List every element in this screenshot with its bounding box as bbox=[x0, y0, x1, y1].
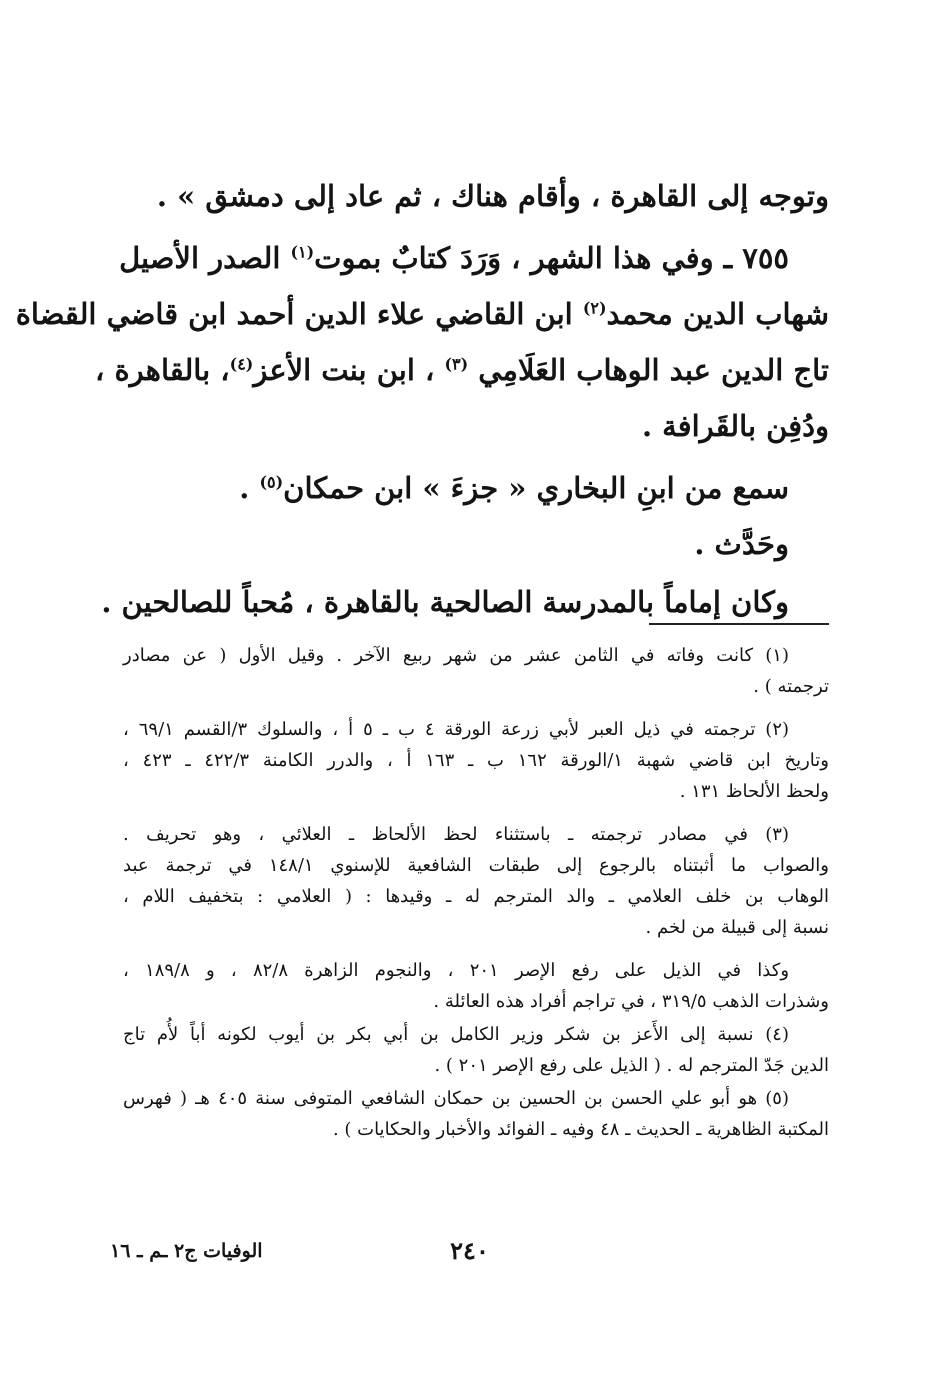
footnote-line: ولحظ الألحاظ ١٣١ . bbox=[679, 781, 829, 802]
footnote-line: والصواب ما أثبتناه بالرجوع إلى طبقات الشافعية للإسنوي ١٤٨/١ في ترجمة عبد bbox=[123, 855, 829, 876]
footnote-line: وشذرات الذهب ٣١٩/٥ ، في تراجم أفراد هذه العائلة . bbox=[433, 991, 829, 1012]
text-line: وحَدَّث . bbox=[694, 527, 789, 561]
main-text bbox=[15, 168, 829, 630]
footnote-line: المكتبة الظاهرية ـ الحديث ـ ٤٨ وفيه ـ الفوائد والأخبار والحكايات ) . bbox=[332, 1119, 829, 1140]
page-footer bbox=[110, 1236, 829, 1270]
footnote-5 bbox=[123, 1083, 829, 1145]
footnote-line: نسبة إلى قبيلة من لخم . bbox=[645, 917, 829, 938]
text-line: تاج الدين عبد الوهاب العَلَامِي $^{(٣)}$ ، ابن بنت الأعز$^{(٤)}$، بالقاهرة ، bbox=[95, 353, 829, 387]
footnote-ref: (٤) bbox=[229, 354, 254, 374]
footnote-line: (٥) هو أبو علي الحسن بن الحسين بن حمكان الشافعي المتوفى سنة ٤٠٥ هـ ( فهرس bbox=[123, 1088, 789, 1109]
footnote-line: الدين جَدّ المترجم له . ( الذيل على رفع الإصر ٢٠١ ) . bbox=[434, 1055, 829, 1076]
footnote-line: (٤) نسبة إلى الأَعز بن شكر وزير الكامل بن أبي بكر بن أيوب لكونه أباً لأُم تاج bbox=[123, 1024, 789, 1045]
footnote-line: الوهاب بن خلف العلامي ـ والد المترجم له ـ وقيدها : ( العلامي : بتخفيف اللام ، bbox=[123, 886, 829, 907]
footnote-ref: (٥) bbox=[259, 472, 284, 492]
printer-signature: الوفيات ج٢ ـم ـ ١٦ bbox=[110, 1240, 263, 1262]
text-line: وتوجه إلى القاهرة ، وأقام هناك ، ثم عاد إلى دمشق » . bbox=[156, 179, 829, 213]
footnote-line: (١) كانت وفاته في الثامن عشر من شهر ربيع الآخر . وقيل الأول ( عن مصادر bbox=[123, 645, 789, 666]
footnote-3-continued bbox=[123, 955, 829, 1017]
text-line: ٧٥٥ ـ وفي هذا الشهر ، وَرَدَ كتابٌ بموت$^{(١)}$ الصدر الأصيل bbox=[119, 241, 789, 275]
text-line: شهاب الدين محمد$^{(٢)}$ ابن القاضي علاء الدين أحمد ابن قاضي القضاة bbox=[15, 297, 829, 331]
footnote-4 bbox=[123, 1019, 829, 1081]
footnote-line: وكذا في الذيل على رفع الإصر ٢٠١ ، والنجوم الزاهرة ٨٢/٨ ، و ١٨٩/٨ ، bbox=[123, 960, 790, 981]
footnote-ref: (٢) bbox=[582, 298, 607, 318]
page-number: ٢٤٠ bbox=[450, 1236, 489, 1265]
footnote-1 bbox=[123, 640, 829, 702]
footnote-ref: (١) bbox=[290, 242, 315, 262]
text-line: ودُفِن بالقَرافة . bbox=[641, 409, 829, 443]
text-line: سمع من ابنِ البخاري « جزءَ » ابن حمكان$^{(٥)}$ . bbox=[239, 471, 789, 505]
footnote-line: وتاريخ ابن قاضي شهبة ١/الورقة ١٦٢ ب ـ ١٦٣ أ ، والدرر الكامنة ٤٢٢/٣ ـ ٤٢٣ ، bbox=[123, 750, 829, 771]
footnote-ref: (٣) bbox=[444, 354, 469, 374]
footnote-line: (٢) ترجمته في ذيل العبر لأبي زرعة الورقة ٤ ب ـ ٥ أ ، والسلوك ٣/القسم ٦٩/١ ، bbox=[123, 719, 790, 740]
footnote-line: (٣) في مصادر ترجمته ـ باستثناء لحظ الألحاظ ـ العلائي ، وهو تحريف . bbox=[123, 824, 789, 845]
text-line: وكان إماماً بالمدرسة الصالحية بالقاهرة ، مُحباً للصالحين . bbox=[101, 585, 789, 619]
footnote-divider bbox=[649, 623, 829, 625]
footnote-line: ترجمته ) . bbox=[753, 676, 829, 697]
footnote-2 bbox=[123, 714, 829, 807]
footnote-3 bbox=[123, 819, 829, 943]
footnotes bbox=[123, 640, 829, 1157]
